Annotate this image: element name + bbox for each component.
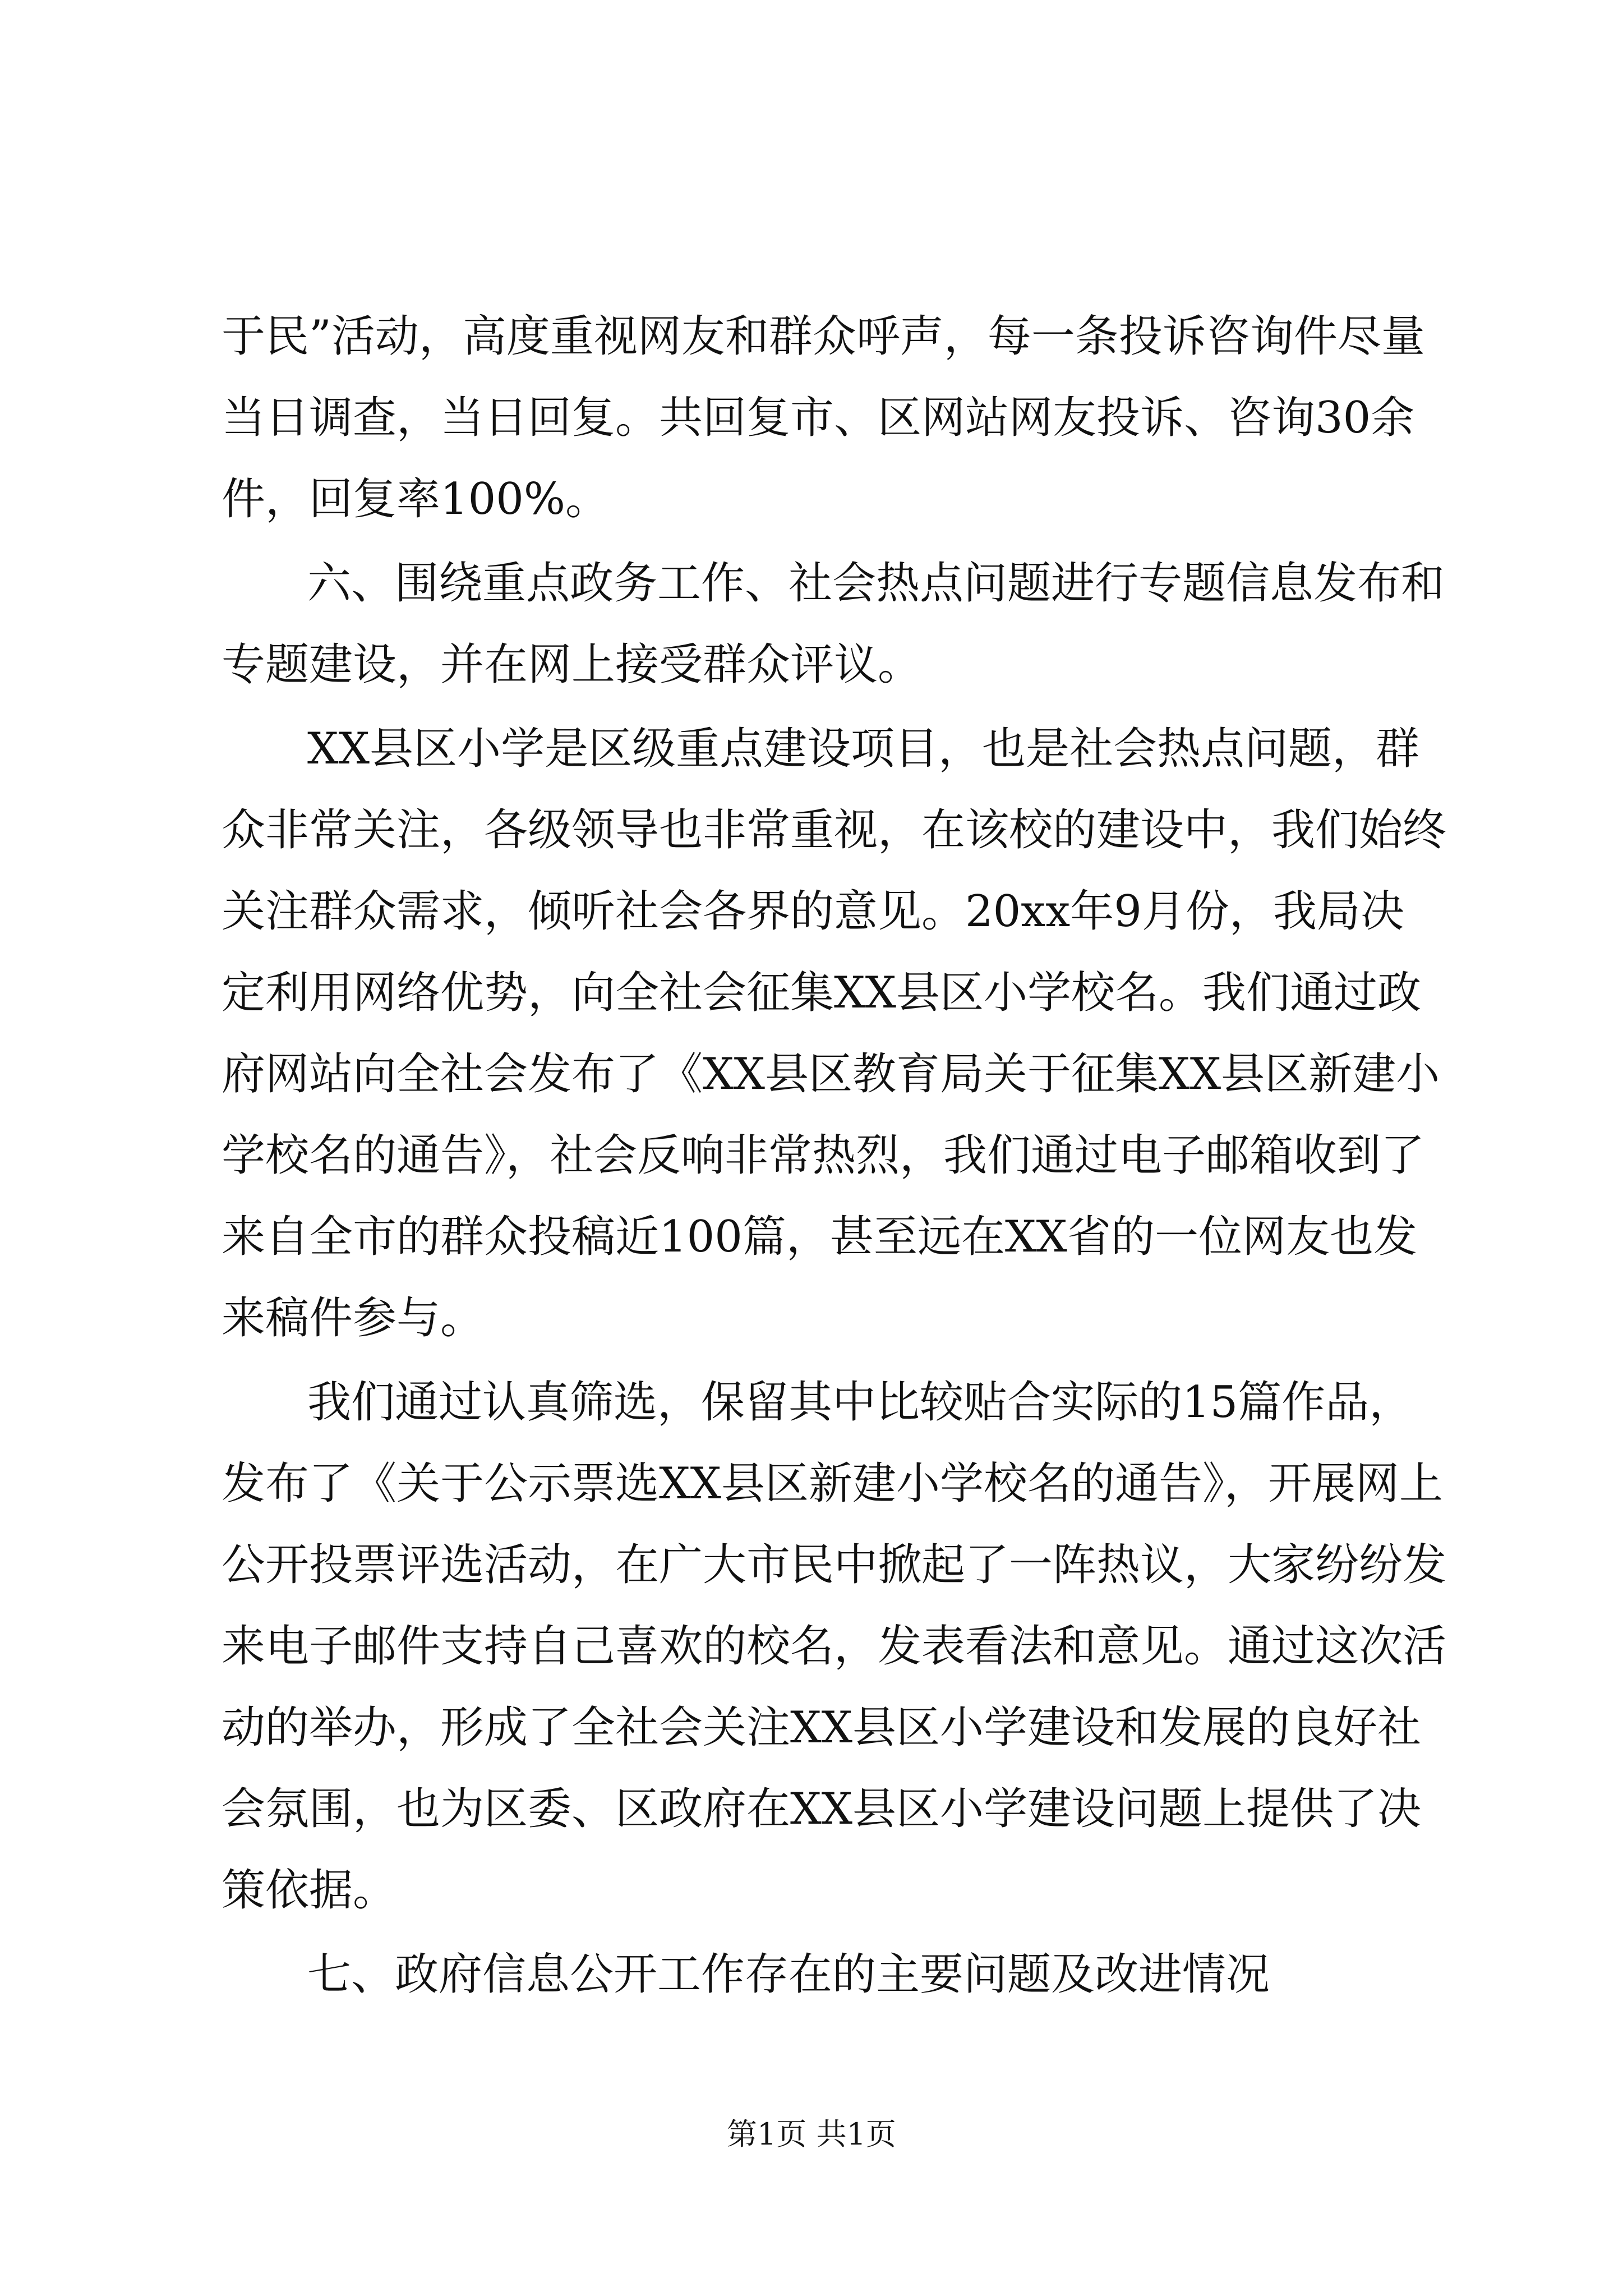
text-line-content: 发布了《关于公示票选XX县区新建小学校名的通告》，开展网上 xyxy=(222,1458,1444,1509)
text-line xyxy=(0,1851,1623,1930)
text-line-content: XX县区小学是区级重点建设项目，也是社会热点问题，群 xyxy=(307,724,1420,774)
text-line-content: 我们通过认真筛选，保留其中比较贴合实际的15篇作品， xyxy=(307,1377,1413,1428)
text-line-content: 关注群众需求，倾听社会各界的意见。20xx年9月份，我局决 xyxy=(222,886,1404,937)
text-line-content: 专题建设，并在网上接受群众评议。 xyxy=(222,639,922,690)
text-line-content: 来稿件参与。 xyxy=(222,1293,485,1343)
text-line-content: 众非常关注，各级领导也非常重视，在该校的建设中，我们始终 xyxy=(222,805,1447,855)
text-line-content: 当日调查，当日回复。共回复市、区网站网友投诉、咨询30余 xyxy=(222,393,1415,443)
text-line-content: 动的举办，形成了全社会关注XX县区小学建设和发展的良好社 xyxy=(222,1703,1422,1753)
text-line-content: 府网站向全社会发布了《XX县区教育局关于征集XX县区新建小 xyxy=(222,1049,1440,1099)
text-line xyxy=(0,379,1623,457)
text-line-content: 会氛围，也为区委、区政府在XX县区小学建设问题上提供了决 xyxy=(222,1784,1422,1834)
text-line xyxy=(0,954,1623,1032)
text-line xyxy=(0,1607,1623,1686)
text-line-content: 学校名的通告》，社会反响非常热烈，我们通过电子邮箱收到了 xyxy=(222,1130,1425,1181)
text-line xyxy=(0,872,1623,951)
text-line-content: 定利用网络优势，向全社会征集XX县区小学校名。我们通过政 xyxy=(222,968,1422,1018)
text-line-content: 于民”活动，高度重视网友和群众呼声，每一条投诉咨询件尽量 xyxy=(222,311,1425,362)
text-line xyxy=(0,1198,1623,1276)
text-line-content: 策依据。 xyxy=(222,1865,397,1916)
text-line xyxy=(0,1770,1623,1848)
text-line-content: 六、围绕重点政务工作、社会热点问题进行专题信息发布和 xyxy=(307,558,1445,609)
page-number-footer: 第1页 共1页 xyxy=(727,2116,896,2152)
text-line xyxy=(0,1279,1623,1358)
text-line xyxy=(0,710,1623,788)
section-heading-seven xyxy=(0,1935,1623,2014)
text-line-content: 件，回复率100%。 xyxy=(222,474,609,524)
text-line xyxy=(0,1444,1623,1523)
text-line xyxy=(0,1526,1623,1604)
text-line xyxy=(0,460,1623,539)
text-line xyxy=(0,1116,1623,1195)
text-line xyxy=(0,1688,1623,1767)
text-line-content: 来自全市的群众投稿近100篇，甚至远在XX省的一位网友也发 xyxy=(222,1212,1417,1262)
text-line-content: 七、政府信息公开工作存在的主要问题及改进情况 xyxy=(307,1949,1270,2000)
text-line-content: 公开投票评选活动，在广大市民中掀起了一阵热议，大家纷纷发 xyxy=(222,1540,1447,1590)
text-line xyxy=(0,625,1623,704)
text-line-content: 来电子邮件支持自己喜欢的校名，发表看法和意见。通过这次活 xyxy=(222,1621,1447,1672)
text-line xyxy=(0,791,1623,869)
text-line xyxy=(0,1035,1623,1114)
section-heading-six xyxy=(0,544,1623,623)
text-line xyxy=(0,297,1623,376)
text-line xyxy=(0,1363,1623,1442)
